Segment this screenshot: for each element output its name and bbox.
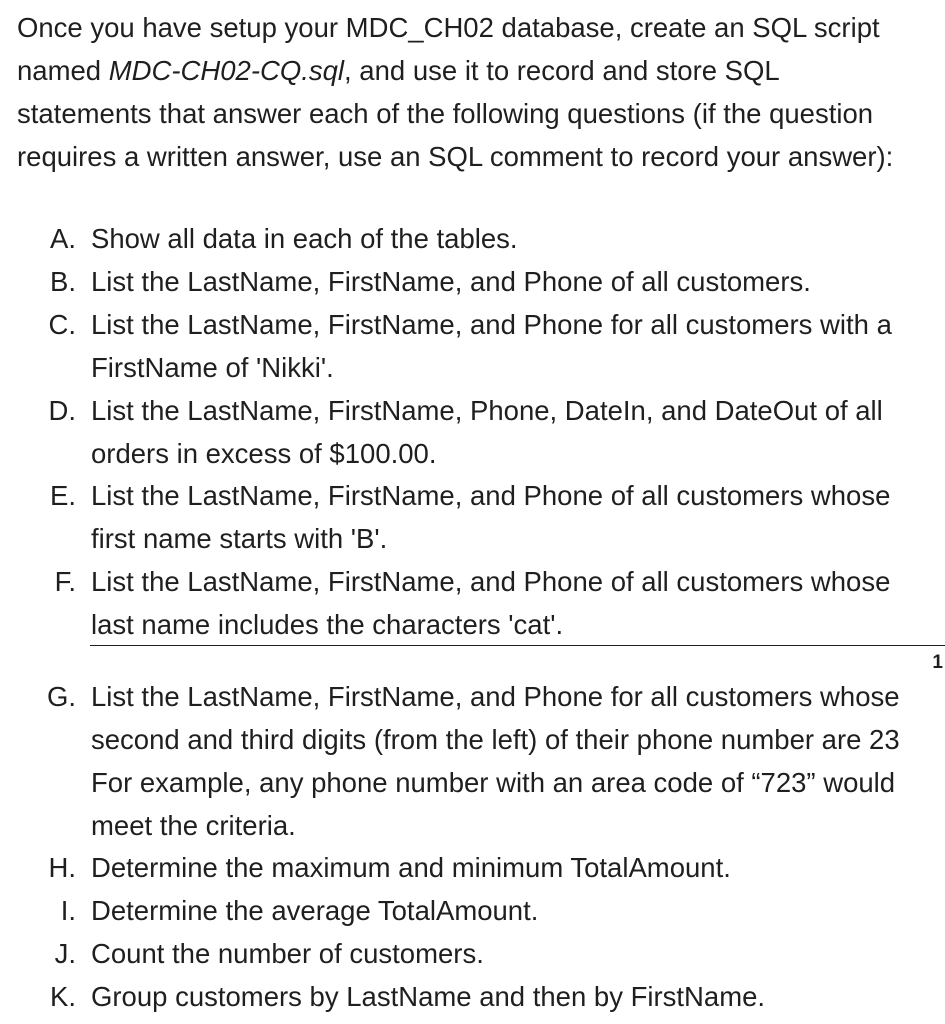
question-letter: H. <box>48 852 76 883</box>
instructions-line-3: statements that answer each of the following questions (if the question <box>17 98 874 129</box>
instructions-line-2-prefix: named <box>17 55 109 86</box>
question-letter: B. <box>50 266 76 297</box>
question-letter: G. <box>46 681 76 712</box>
page-divider <box>90 645 945 646</box>
question-letter: K. <box>50 981 76 1012</box>
question-line: List the LastName, FirstName, and Phone of all customers. <box>91 266 811 297</box>
question-line: List the LastName, FirstName, and Phone of all customers whose <box>91 480 891 511</box>
question-line: Show all data in each of the tables. <box>91 223 518 254</box>
instructions-line-2-suffix: , and use it to record and store SQL <box>344 55 780 86</box>
question-text <box>91 975 765 1018</box>
instructions-line-1: Once you have setup your MDC_CH02 database, create an SQL script <box>17 12 880 43</box>
question-line: Count the number of customers. <box>91 938 484 969</box>
question-text <box>91 846 731 889</box>
question-line: List the LastName, FirstName, and Phone for all customers whose <box>91 681 900 712</box>
question-line: second and third digits (from the left) of their phone number are 23 <box>91 724 900 755</box>
question-line: List the LastName, FirstName, and Phone of all customers whose <box>91 566 891 597</box>
question-text <box>91 303 892 389</box>
question-line: Group customers by LastName and then by FirstName. <box>91 981 766 1012</box>
question-line: FirstName of 'Nikki'. <box>91 352 334 383</box>
question-letter: E. <box>50 480 76 511</box>
question-text <box>91 217 518 260</box>
question-letter: A. <box>50 223 76 254</box>
question-text <box>91 932 484 975</box>
question-line: orders in excess of $100.00. <box>91 438 437 469</box>
question-letter: F. <box>54 566 76 597</box>
question-text <box>91 474 890 560</box>
question-line: Determine the average TotalAmount. <box>91 895 539 926</box>
question-line: last name includes the characters 'cat'. <box>91 609 564 640</box>
question-line: List the LastName, FirstName, and Phone for all customers with a <box>91 309 892 340</box>
script-filename: MDC-CH02-CQ.sql <box>108 55 345 86</box>
question-text <box>91 675 900 847</box>
question-letter: J. <box>54 938 76 969</box>
question-line: meet the criteria. <box>91 810 296 841</box>
question-line: first name starts with 'B'. <box>91 523 388 554</box>
instructions-line-4: requires a written answer, use an SQL comment to record your answer): <box>17 141 894 172</box>
question-line: For example, any phone number with an area code of “723” would <box>91 767 896 798</box>
question-text <box>91 389 883 475</box>
question-letter: C. <box>48 309 76 340</box>
page-number: 1 <box>932 652 943 673</box>
question-letter: D. <box>48 395 76 426</box>
question-text <box>91 889 538 932</box>
question-text <box>91 260 811 303</box>
question-line: Determine the maximum and minimum TotalAmount. <box>91 852 731 883</box>
question-line: List the LastName, FirstName, Phone, DateIn, and DateOut of all <box>91 395 883 426</box>
question-letter: I. <box>60 895 76 926</box>
question-text <box>91 560 890 646</box>
